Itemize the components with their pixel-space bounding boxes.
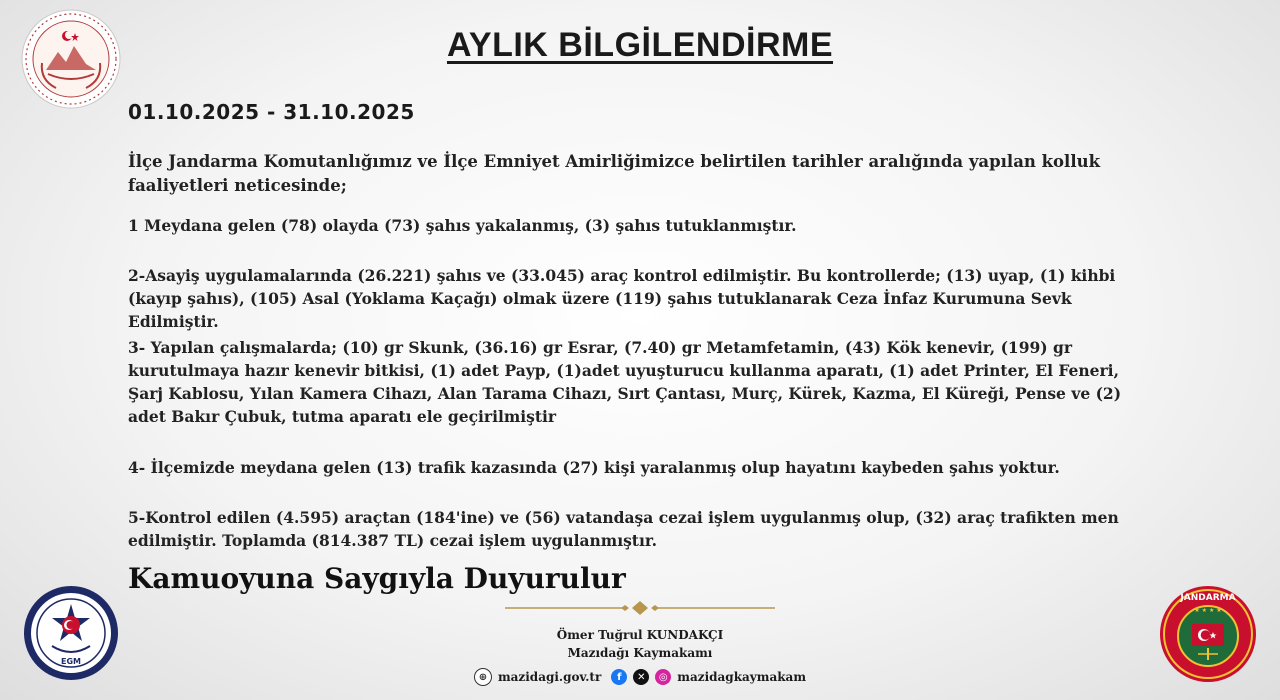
page-title: AYLIK BİLGİLENDİRME: [446, 26, 834, 64]
date-range: 01.10.2025 - 31.10.2025: [128, 100, 415, 124]
closing-statement: Kamuoyuna Saygıyla Duyurulur: [128, 562, 626, 595]
jandarma-text: JANDARMA: [1180, 593, 1236, 603]
social-handle[interactable]: mazidagkaymakam: [677, 670, 807, 684]
signature-block: [0, 626, 1280, 662]
egm-text: EGM: [61, 657, 81, 666]
gendarmerie-emblem: [1158, 584, 1258, 684]
item-2: 2-Asayiş uygulamalarında (26.221) şahıs ve (33.045) araç kontrol edilmiştir. Bu kontrollerde; (13) uyap, (1) kihbi (kayıp şahıs), (105) Asal (Yoklama Kaçağı) olmak üzere (119) şahıs tutuklanarak Ceza İnfaz Kurumuna Sevk Edilmiştir.: [128, 266, 1116, 331]
svg-text:★ ★ ★ ★: ★ ★ ★ ★: [1194, 607, 1222, 614]
gold-divider: [505, 598, 775, 618]
instagram-icon[interactable]: ◎: [655, 669, 671, 685]
footer: [0, 668, 1280, 686]
x-icon[interactable]: ✕: [633, 669, 649, 685]
signer-name: Ömer Tuğrul KUNDAKÇI: [556, 628, 724, 642]
intro-paragraph: İlçe Jandarma Komutanlığımız ve İlçe Emniyet Amirliğimizce belirtilen tarihler aralığında yapılan kolluk faaliyetleri neticesinde;: [128, 152, 1101, 195]
signer-role: Mazıdağı Kaymakamı: [567, 646, 713, 660]
website-link[interactable]: mazidagi.gov.tr: [497, 670, 602, 684]
item-1: 1 Meydana gelen (78) olayda (73) şahıs yakalanmış, (3) şahıs tutuklanmıştır.: [128, 216, 797, 235]
globe-icon: ⊕: [474, 668, 492, 686]
item-4: 4- İlçemizde meydana gelen (13) trafik kazasında (27) kişi yaralanmış olup hayatını kaybeden şahıs yoktur.: [128, 458, 1060, 477]
item-5: 5-Kontrol edilen (4.595) araçtan (184'ine) ve (56) vatandaşa cezai işlem uygulanmış olup, (32) araç trafikten men edilmiştir. Toplamda (814.387 TL) cezai işlem uygulanmıştır.: [128, 508, 1119, 550]
item-3: 3- Yapılan çalışmalarda; (10) gr Skunk, (36.16) gr Esrar, (7.40) gr Metamfetamin, (43) Kök kenevir, (199) gr kurutulmaya hazır kenevir bitkisi, (1) adet Payp, (1)adet uyuşturucu kullanma aparatı, (1) adet Printer, El Feneri, Şarj Kablosu, Yılan Kamera Cihazı, Alan Tarama Cihazı, Sırt Çantası, Murç, Kürek, Kazma, El Küreği, Pense ve (2) adet Bakır Çubuk, tutma aparatı ele geçirilmiştir: [128, 338, 1122, 426]
facebook-icon[interactable]: f: [611, 669, 627, 685]
police-emblem: [22, 584, 120, 682]
